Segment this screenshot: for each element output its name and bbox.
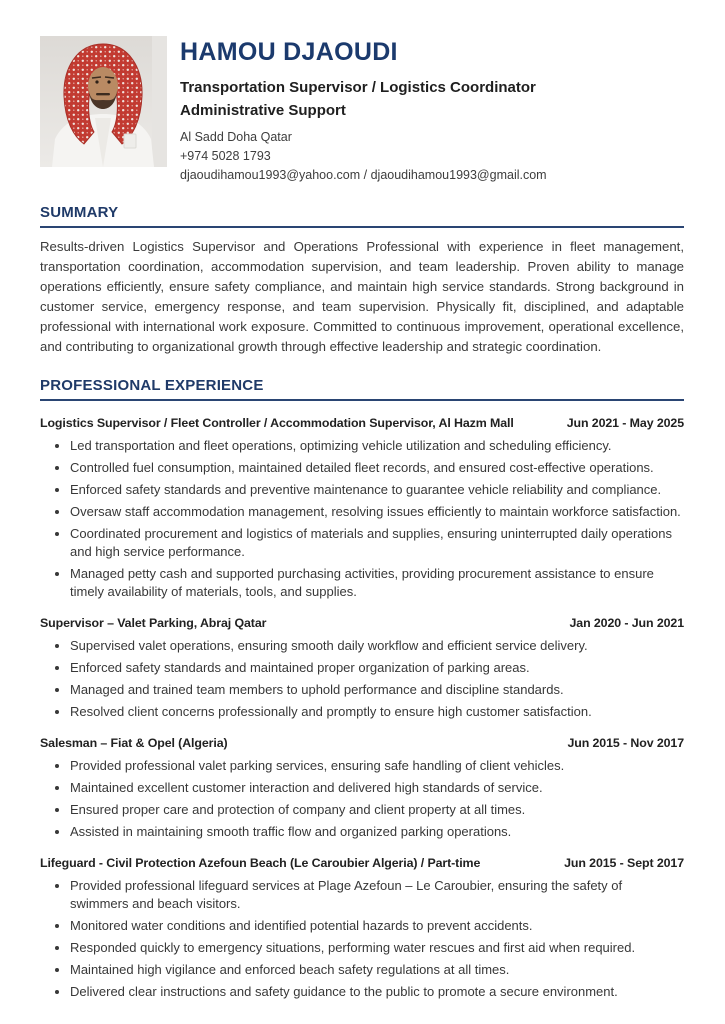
summary-heading: SUMMARY [40,204,684,228]
job-bullet-list [57,437,684,601]
job-bullet: • Coordinated procurement and logistics of materials and supplies, ensuring uninterrupted daily operations and high service performance. [70,525,684,561]
contact-emails: djaoudihamou1993@yahoo.com / djaoudihamou1993@gmail.com [180,168,547,183]
job-header [40,416,684,430]
job-bullet: • Managed petty cash and supported purchasing activities, providing procurement assistance to ensure timely availability of materials, tools, and supplies. [70,565,684,601]
job-dates: Jun 2015 - Sept 2017 [564,855,684,870]
summary-paragraph: Results-driven Logistics Supervisor and Operations Professional with experience in fleet management, transportation coordination, accommodation supervision, and team leadership. Proven ability to manage operations efficiently, ensure safety compliance, and maintain high service standards. Strong background in customer service, emergency response, and team supervision. Physically fit, disciplined, and adaptable professional with international work exposure. Committed to continuous improvement, operational excellence, and contributing to organizational growth through effective leadership and strategic coordination. [40,238,684,354]
job-dates: Jun 2021 - May 2025 [566,415,684,430]
job-bullet: • Responded quickly to emergency situations, performing water rescues and first aid when required. [70,939,684,957]
job-title: Logistics Supervisor / Fleet Controller / Accommodation Supervisor, Al Hazm Mall [40,415,514,430]
job-entry [40,736,684,841]
job-bullet: • Assisted in maintaining smooth traffic flow and organized parking operations. [70,823,684,841]
person-title-line1: Transportation Supervisor / Logistics Coordinator [180,79,536,96]
job-title: Salesman – Fiat & Opel (Algeria) [40,735,228,750]
job-bullet: • Controlled fuel consumption, maintained detailed fleet records, and ensured cost-effective operations. [70,459,684,477]
job-header [40,856,684,870]
job-bullet: • Ensured proper care and protection of company and client property at all times. [70,801,684,819]
job-entry [40,616,684,721]
job-bullet: • Oversaw staff accommodation management, resolving issues efficiently to maintain workforce satisfaction. [70,503,684,521]
job-bullet-list [57,637,684,721]
job-title: Supervisor – Valet Parking, Abraj Qatar [40,615,267,630]
experience-section [40,377,684,1001]
job-bullet: • Led transportation and fleet operations, optimizing vehicle utilization and scheduling efficiency. [70,437,684,455]
job-header [40,616,684,630]
profile-photo-illustration [40,36,167,167]
job-dates: Jan 2020 - Jun 2021 [569,615,684,630]
job-bullet: • Enforced safety standards and maintained proper organization of parking areas. [70,659,684,677]
job-entry [40,416,684,601]
job-bullet: • Supervised valet operations, ensuring smooth daily workflow and efficient service delivery. [70,637,684,655]
person-title-line2: Administrative Support [180,102,346,120]
summary-section [40,204,684,357]
header-text-block [180,36,547,186]
job-bullet: • Resolved client concerns professionally and promptly to ensure high customer satisfaction. [70,703,684,721]
job-bullet: • Delivered clear instructions and safety guidance to the public to promote a secure environment. [70,983,684,1001]
job-bullet: • Managed and trained team members to uphold performance and discipline standards. [70,681,684,699]
job-dates: Jun 2015 - Nov 2017 [567,735,684,750]
job-bullet: • Monitored water conditions and identified potential hazards to prevent accidents. [70,917,684,935]
contact-phone: +974 5028 1793 [180,148,271,163]
job-header [40,736,684,750]
contact-location: Al Sadd Doha Qatar [180,129,292,144]
job-bullet: • Provided professional valet parking services, ensuring safe handling of client vehicles. [70,757,684,775]
job-bullet-list [57,877,684,1001]
job-title: Lifeguard - Civil Protection Azefoun Beach (Le Caroubier Algeria) / Part-time [40,855,481,870]
job-bullet: • Enforced safety standards and preventive maintenance to guarantee vehicle reliability and compliance. [70,481,684,499]
job-entry [40,856,684,1001]
person-name: HAMOU DJAOUDI [180,38,398,66]
job-bullet: • Maintained excellent customer interaction and delivered high standards of service. [70,779,684,797]
job-bullet: • Provided professional lifeguard services at Plage Azefoun – Le Caroubier, ensuring the safety of swimmers and beach visitors. [70,877,684,913]
resume-header [40,36,684,186]
profile-photo [40,36,167,167]
experience-heading: PROFESSIONAL EXPERIENCE [40,377,684,401]
job-bullet-list [57,757,684,841]
job-bullet: • Maintained high vigilance and enforced beach safety regulations at all times. [70,961,684,979]
contact-block [180,128,547,186]
